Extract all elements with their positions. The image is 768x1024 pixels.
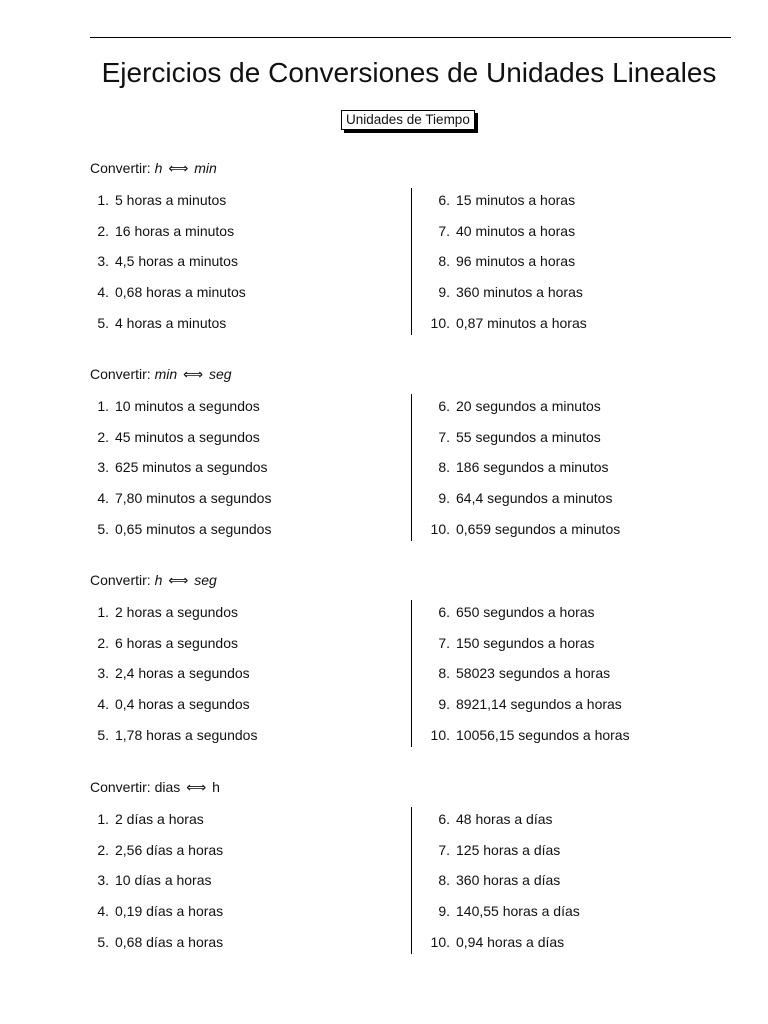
double-arrow-icon: ⟺	[179, 366, 207, 382]
item-number: 10.	[430, 933, 450, 950]
top-rule	[90, 37, 731, 38]
item-number: 6.	[438, 811, 450, 827]
column-divider	[411, 600, 412, 747]
item-number: 7.	[438, 222, 450, 239]
item-text: 96 minutos a horas	[456, 253, 576, 270]
item-number: 1.	[97, 398, 109, 414]
subtitle-box	[341, 110, 475, 130]
item-text: 10 días a horas	[115, 872, 212, 889]
item-number: 10.	[430, 726, 450, 743]
exercise-item	[84, 810, 204, 828]
section-label: Convertir:	[90, 366, 155, 382]
item-text: 58023 segundos a horas	[456, 665, 611, 682]
item-number: 10.	[430, 520, 450, 537]
item-number: 10.	[430, 314, 450, 331]
item-number: 2.	[97, 634, 109, 651]
item-number: 2.	[97, 222, 109, 239]
exercise-item	[420, 489, 612, 507]
item-number: 4.	[97, 284, 109, 301]
exercise-item	[84, 933, 223, 951]
item-number: 4.	[97, 490, 109, 507]
item-text: 15 minutos a horas	[456, 192, 576, 208]
item-text: 10 minutos a segundos	[115, 398, 260, 414]
item-text: 0,4 horas a segundos	[115, 696, 250, 713]
item-text: 140,55 horas a días	[456, 903, 580, 920]
exercise-item	[420, 520, 620, 538]
exercise-item	[84, 283, 246, 301]
exercise-item	[84, 191, 226, 209]
unit-from: min	[154, 366, 178, 382]
exercise-item	[420, 841, 560, 859]
section-heading	[90, 366, 232, 383]
item-text: 55 segundos a minutos	[456, 428, 601, 445]
item-text: 125 horas a días	[456, 841, 561, 858]
item-number: 7.	[438, 634, 450, 651]
exercise-item	[420, 428, 601, 446]
item-number: 8.	[438, 253, 450, 270]
item-number: 3.	[97, 253, 109, 270]
item-text: 8921,14 segundos a horas	[456, 696, 622, 713]
exercise-item	[420, 664, 610, 682]
item-number: 9.	[438, 490, 450, 507]
exercise-item	[84, 252, 238, 270]
item-number: 6.	[438, 398, 450, 414]
item-text: 0,68 días a horas	[115, 933, 224, 950]
item-number: 2.	[97, 841, 109, 858]
item-text: 0,87 minutos a horas	[456, 314, 587, 331]
item-text: 2 días a horas	[115, 811, 204, 827]
item-text: 2,56 días a horas	[115, 841, 224, 858]
unit-from: h	[154, 160, 163, 176]
exercise-item	[84, 902, 223, 920]
item-text: 0,65 minutos a segundos	[115, 520, 272, 537]
item-number: 6.	[438, 192, 450, 208]
unit-from: h	[154, 572, 163, 588]
exercise-item	[84, 841, 223, 859]
item-text: 150 segundos a horas	[456, 634, 595, 651]
item-text: 1,78 horas a segundos	[115, 726, 258, 743]
exercise-item	[84, 458, 268, 476]
double-arrow-icon: ⟺	[182, 779, 211, 795]
exercise-item	[420, 810, 553, 828]
item-number: 5.	[97, 726, 109, 743]
item-text: 360 minutos a horas	[456, 284, 583, 301]
subtitle: Unidades de Tiempo	[341, 110, 475, 130]
item-text: 7,80 minutos a segundos	[115, 490, 272, 507]
item-text: 0,94 horas a días	[456, 933, 565, 950]
item-number: 9.	[438, 284, 450, 301]
item-text: 20 segundos a minutos	[456, 398, 601, 414]
section-heading	[90, 779, 220, 796]
item-number: 9.	[438, 696, 450, 713]
exercise-item	[420, 283, 583, 301]
exercise-item	[84, 520, 271, 538]
exercise-item	[84, 222, 234, 240]
unit-to: seg	[209, 366, 232, 382]
item-number: 4.	[97, 696, 109, 713]
item-number: 3.	[97, 872, 109, 889]
item-number: 8.	[438, 872, 450, 889]
exercise-item	[420, 314, 587, 332]
item-number: 1.	[97, 192, 109, 208]
column-divider	[411, 188, 412, 335]
exercise-item	[84, 489, 271, 507]
double-arrow-icon: ⟺	[164, 160, 193, 176]
item-text: 625 minutos a segundos	[115, 459, 268, 476]
exercise-item	[420, 902, 580, 920]
item-text: 186 segundos a minutos	[456, 459, 609, 476]
item-number: 5.	[97, 933, 109, 950]
item-text: 4 horas a minutos	[115, 314, 227, 331]
exercise-item	[420, 695, 622, 713]
page-title: Ejercicios de Conversiones de Unidades Lineales	[101, 57, 717, 88]
exercise-item	[84, 314, 226, 332]
item-number: 5.	[97, 520, 109, 537]
item-text: 16 horas a minutos	[115, 222, 235, 239]
exercise-item	[420, 252, 575, 270]
exercise-item	[420, 191, 575, 209]
item-number: 3.	[97, 459, 109, 476]
exercise-item	[84, 871, 212, 889]
item-text: 0,19 días a horas	[115, 903, 224, 920]
item-number: 1.	[97, 811, 109, 827]
item-text: 0,659 segundos a minutos	[456, 520, 621, 537]
exercise-item	[84, 634, 238, 652]
item-text: 2,4 horas a segundos	[115, 665, 250, 682]
exercise-item	[84, 664, 250, 682]
item-number: 4.	[97, 903, 109, 920]
column-divider	[411, 394, 412, 541]
exercise-item	[84, 397, 260, 415]
section-label: Convertir:	[90, 572, 155, 588]
unit-from: dias	[154, 779, 181, 795]
section-label: Convertir:	[90, 779, 155, 795]
section-label: Convertir:	[90, 160, 155, 176]
unit-to: min	[194, 160, 217, 176]
exercise-item	[84, 603, 238, 621]
item-number: 8.	[438, 459, 450, 476]
exercise-item	[420, 726, 630, 744]
item-text: 2 horas a segundos	[115, 604, 238, 620]
item-number: 2.	[97, 428, 109, 445]
column-divider	[411, 807, 412, 954]
item-number: 8.	[438, 665, 450, 682]
exercise-item	[420, 634, 595, 652]
exercise-item	[420, 871, 560, 889]
exercise-item	[84, 726, 257, 744]
section-heading	[90, 160, 217, 177]
exercise-item	[420, 458, 609, 476]
item-number: 7.	[438, 841, 450, 858]
item-text: 360 horas a días	[456, 872, 561, 889]
item-text: 64,4 segundos a minutos	[456, 490, 613, 507]
section-heading	[90, 572, 217, 589]
item-text: 6 horas a segundos	[115, 634, 238, 651]
item-text: 4,5 horas a minutos	[115, 253, 238, 270]
item-text: 0,68 horas a minutos	[115, 284, 246, 301]
item-text: 5 horas a minutos	[115, 192, 227, 208]
item-number: 1.	[97, 604, 109, 620]
exercise-item	[420, 933, 564, 951]
exercise-item	[84, 695, 250, 713]
exercise-item	[420, 603, 595, 621]
item-text: 40 minutos a horas	[456, 222, 576, 239]
unit-to: h	[212, 779, 220, 795]
exercise-item	[84, 428, 260, 446]
item-number: 7.	[438, 428, 450, 445]
exercise-item	[420, 222, 575, 240]
item-text: 45 minutos a segundos	[115, 428, 260, 445]
item-text: 10056,15 segundos a horas	[456, 726, 630, 743]
exercise-item	[420, 397, 601, 415]
unit-to: seg	[194, 572, 217, 588]
item-text: 48 horas a días	[456, 811, 553, 827]
item-number: 3.	[97, 665, 109, 682]
double-arrow-icon: ⟺	[164, 572, 193, 588]
item-number: 6.	[438, 604, 450, 620]
item-text: 650 segundos a horas	[456, 604, 595, 620]
item-number: 9.	[438, 903, 450, 920]
item-number: 5.	[97, 314, 109, 331]
